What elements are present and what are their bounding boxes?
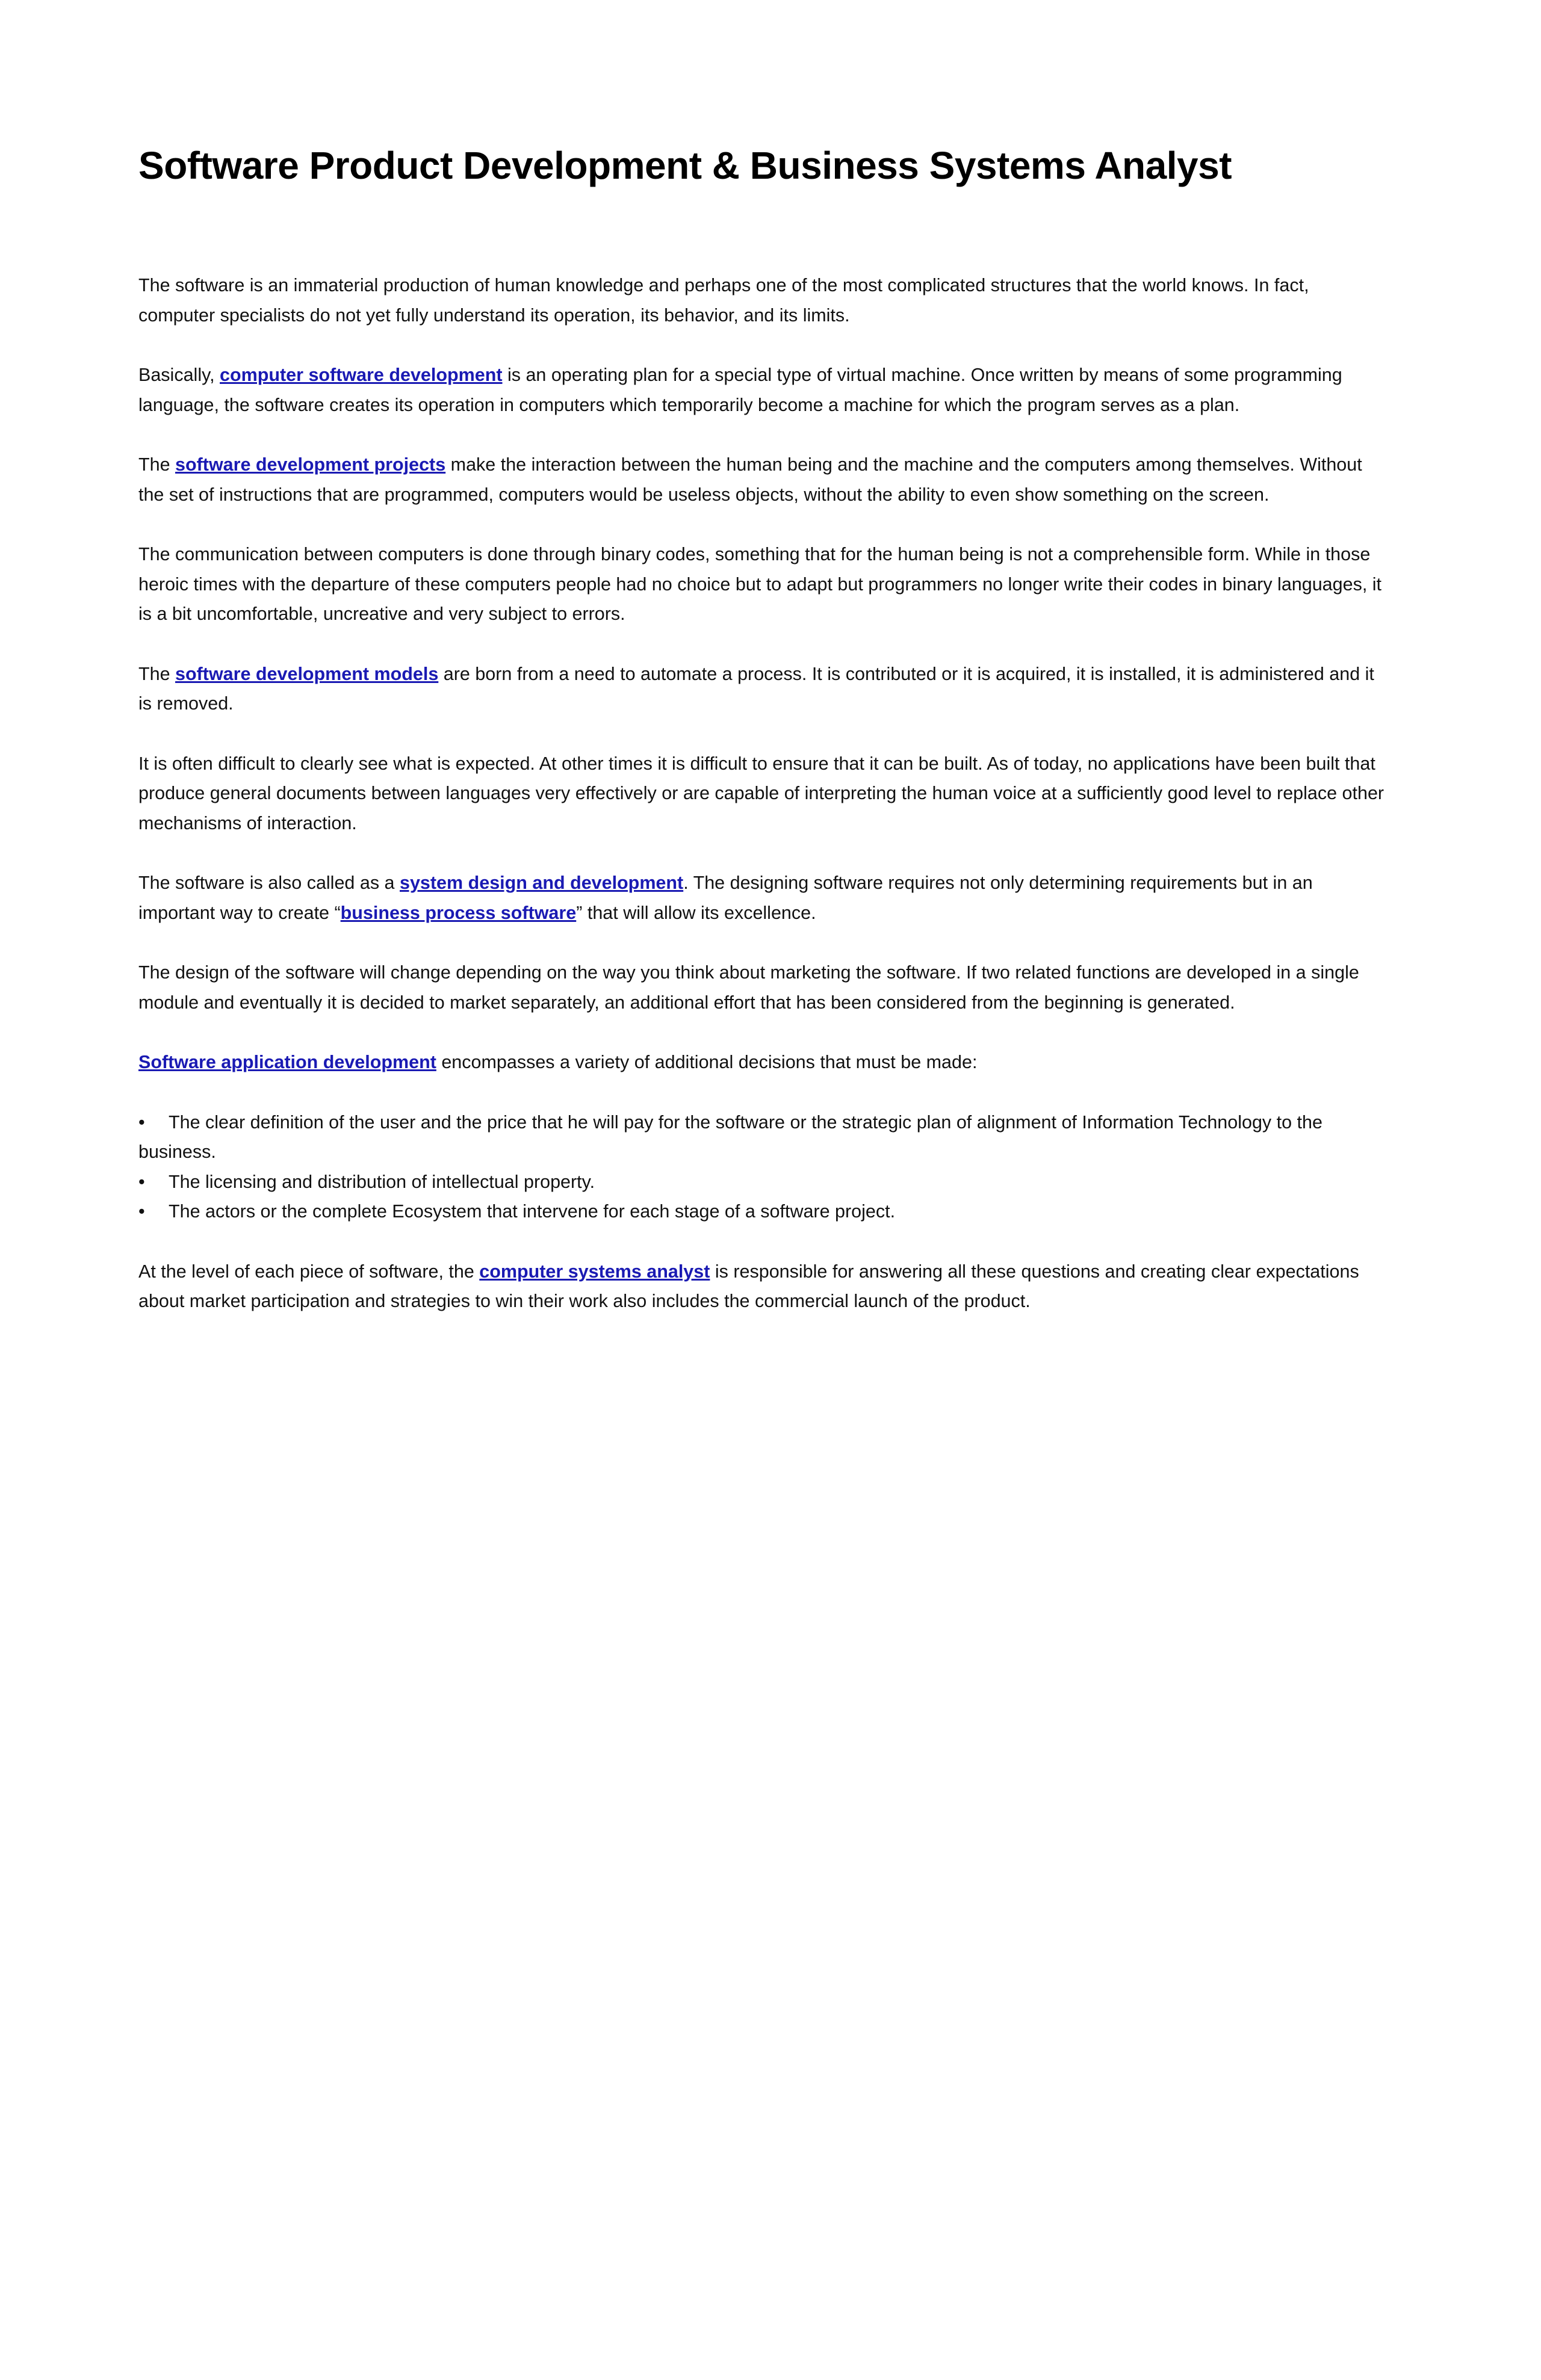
list-item	[138, 1167, 1391, 1198]
paragraph-text: Basically,	[138, 365, 220, 385]
bullet-icon: •	[138, 1111, 145, 1133]
paragraph-software-development	[138, 360, 1391, 420]
link-computer-systems-analyst[interactable]: computer systems analyst	[479, 1261, 710, 1282]
paragraph-application-development	[138, 1048, 1391, 1078]
paragraph-text: make the interaction between the human being and the machine and the computers among themselves. Without the set of instructions that are programmed, computers would be useless objects, without the ability to even show something on the screen.	[138, 454, 1362, 505]
paragraph-text: ” that will allow its excellence.	[576, 902, 816, 923]
paragraph-binary-codes: The communication between computers is done through binary codes, something that for the human being is not a comprehensible form. While in those heroic times with the departure of these computers people had no choice but to adapt but programmers no longer write their codes in binary languages, it is a bit uncomfortable, uncreative and very subject to errors.	[138, 544, 1382, 624]
paragraph-closing	[138, 1257, 1391, 1317]
link-software-development-projects[interactable]: software development projects	[175, 454, 446, 475]
paragraph-text: is an operating plan for a special type of virtual machine. Once written by means of some programming language, the software creates its operation in computers which temporarily become a machine for which the program serves as a plan.	[138, 365, 1342, 415]
list-item-text: The clear definition of the user and the price that he will pay for the software or the strategic plan of alignment of Information Technology to the business.	[138, 1111, 1322, 1162]
link-software-development-models[interactable]: software development models	[175, 663, 439, 684]
paragraph-text: is responsible for answering all these questions and creating clear expectations about market participation and strategies to win their work also includes the commercial launch of the product.	[138, 1261, 1359, 1311]
list-item-text: The actors or the complete Ecosystem that intervene for each stage of a software project.	[169, 1201, 896, 1222]
link-software-application-development[interactable]: Software application development	[138, 1052, 436, 1072]
paragraph-expectations: It is often difficult to clearly see what is expected. At other times it is difficult to ensure that it can be built. As of today, no applications have been built that produce general documents between languages very effectively or are capable of interpreting the human voice at a sufficiently good level to replace other mechanisms of interaction.	[138, 753, 1384, 833]
paragraph-text: are born from a need to automate a process. It is contributed or it is acquired, it is installed, it is administered and it is removed.	[138, 663, 1374, 714]
paragraph-text: The	[138, 454, 176, 475]
link-business-process-software[interactable]: business process software	[340, 902, 577, 923]
list-item-text: The licensing and distribution of intellectual property.	[169, 1171, 595, 1192]
link-computer-software-development[interactable]: computer software development	[220, 365, 503, 385]
paragraph-text: . The designing software requires not only determining requirements but in an important way to create “	[138, 873, 1313, 923]
paragraph-system-design	[138, 868, 1391, 928]
paragraph-marketing: The design of the software will change depending on the way you think about marketing the software. If two related functions are developed in a single module and eventually it is decided to market separately, an additional effort that has been considered from the beginning is generated.	[138, 962, 1359, 1013]
paragraph-intro: The software is an immaterial production of human knowledge and perhaps one of the most complicated structures that the world knows. In fact, computer specialists do not yet fully understand its operation, its behavior, and its limits.	[138, 275, 1309, 326]
decision-list	[138, 1108, 1391, 1227]
list-item	[138, 1197, 1391, 1227]
paragraph-text: At the level of each piece of software, the	[138, 1261, 480, 1282]
bullet-icon: •	[138, 1171, 145, 1192]
document-page	[138, 138, 1391, 1347]
link-system-design-and-development[interactable]: system design and development	[400, 873, 684, 893]
list-item	[138, 1108, 1391, 1167]
paragraph-text: The	[138, 663, 176, 684]
paragraph-development-projects	[138, 450, 1391, 510]
paragraph-development-models	[138, 660, 1391, 719]
paragraph-text: encompasses a variety of additional decisions that must be made:	[436, 1052, 978, 1072]
article-body	[138, 271, 1391, 1317]
bullet-icon: •	[138, 1201, 145, 1222]
paragraph-text: The software is also called as a	[138, 873, 400, 893]
page-title: Software Product Development & Business Systems Analyst	[138, 144, 1232, 187]
